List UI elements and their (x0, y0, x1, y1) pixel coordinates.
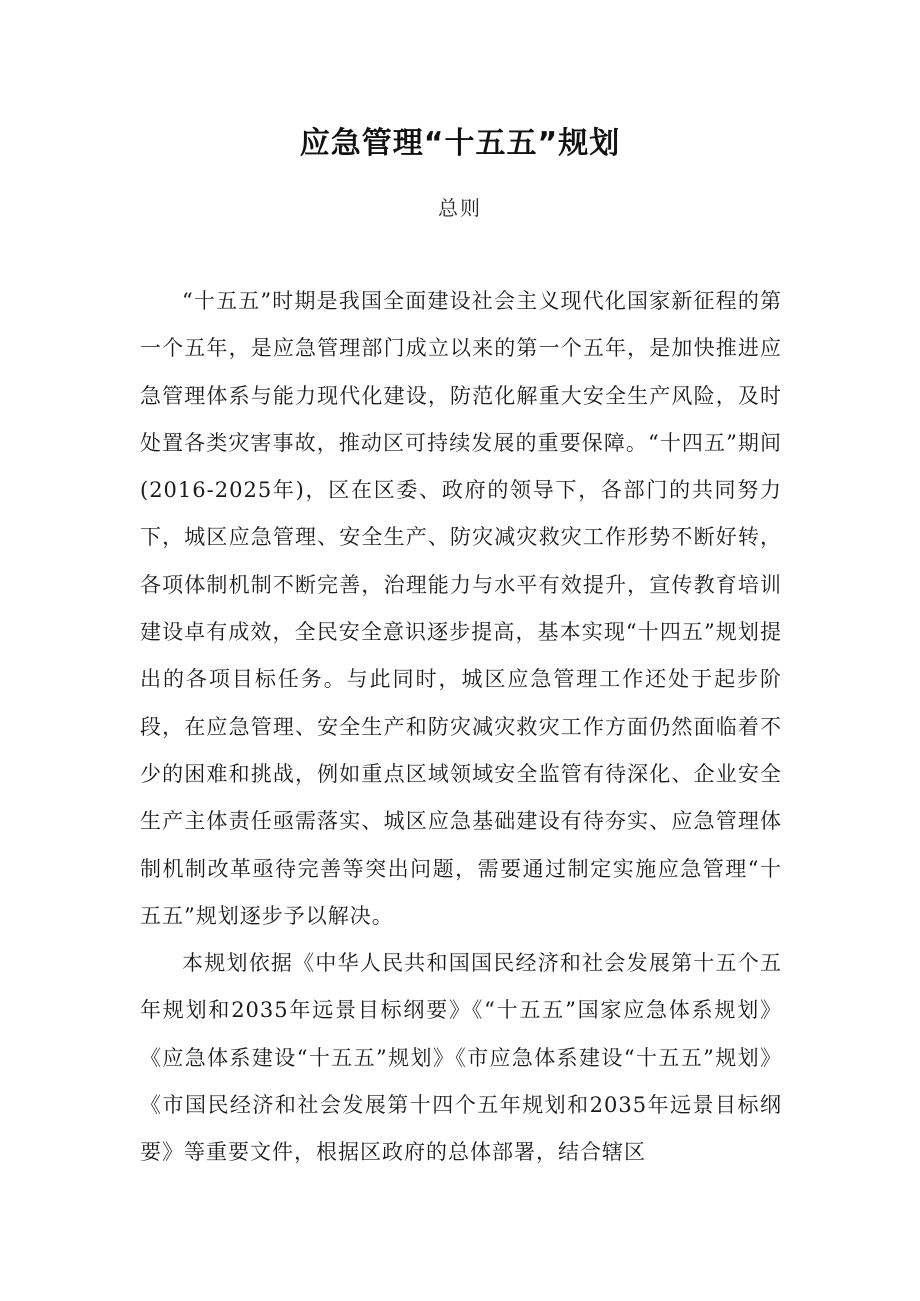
paragraph: “十五五”时期是我国全面建设社会主义现代化国家新征程的第一个五年，是应急管理部门成立以来的第一个五年，是加快推进应急管理体系与能力现代化建设，防范化解重大安全生产风险，及时处置各类灾害事故，推动区可持续发展的重要保障。“十四五”期间(2016-2025年)，区在区委、政府的领导下，各部门的共同努力下，城区应急管理、安全生产、防灾减灾救灾工作形势不断好转，各项体制机制不断完善，治理能力与水平有效提升，宣传教育培训建设卓有成效，全民安全意识逐步提高，基本实现“十四五”规划提出的各项目标任务。与此同时，城区应急管理工作还处于起步阶段，在应急管理、安全生产和防灾减灾救灾工作方面仍然面临着不少的困难和挑战，例如重点区域领域安全监管有待深化、企业安全生产主体责任亟需落实、城区应急基础建设有待夯实、应急管理体制机制改革亟待完善等突出问题，需要通过制定实施应急管理“十五五”规划逐步予以解决。 (140, 289, 782, 928)
section-heading: 总则 (438, 196, 482, 220)
document-body (140, 278, 782, 1177)
paragraph: 本规划依据《中华人民共和国国民经济和社会发展第十五个五年规划和2035年远景目标纲要》《“十五五”国家应急体系规划》《应急体系建设“十五五”规划》《市应急体系建设“十五五”规划》《市国民经济和社会发展第十四个五年规划和2035年远景目标纲要》等重要文件，根据区政府的总体部署，结合辖区 (140, 951, 782, 1165)
document-title: 应急管理“十五五”规划 (299, 126, 621, 161)
